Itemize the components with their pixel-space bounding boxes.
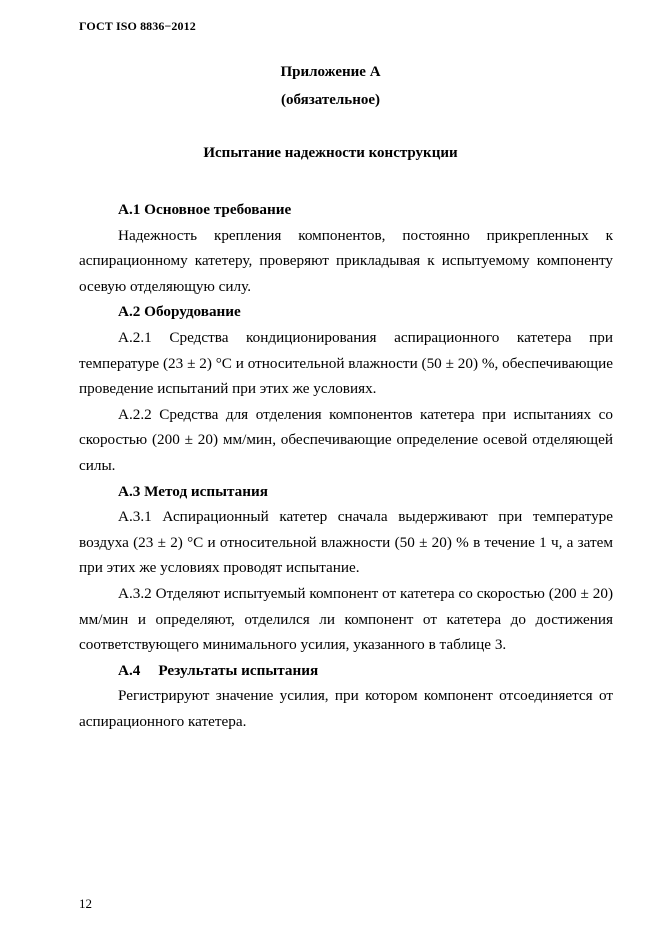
section-a3-1-paragraph: А.3.1 Аспирационный катетер сначала выдерживают при температуре воздуха (23 ± 2) °С и относительной влажности (50 ± 20) % в течение 1 ч, а затем при этих же условиях проводят испытание. [79,508,613,577]
annex-heading: Испытание надежности конструкции [203,145,458,161]
section-a2-1-paragraph: А.2.1 Средства кондиционирования аспирационного катетера при температуре (23 ± 2) °С и относительной влажности (50 ± 20) %, обеспечивающие проведение испытаний при этих же условиях. [79,328,613,398]
page-number: 12 [79,896,92,911]
section-a1-paragraph: Надежность крепления компонентов, постоянно прикрепленных к аспирационному катетеру, проверяют прикладывая к испытуемому компоненту осевую отделяющую силу. [79,226,613,295]
section-a4-heading [79,658,613,684]
section-a2-2-paragraph: А.2.2 Средства для отделения компонентов катетера при испытаниях со скоростью (200 ± 20) мм/мин, обеспечивающие определение осевой отделяющей силы. [79,405,613,474]
section-a4-title: Результаты испытания [158,661,319,679]
annex-title: Приложение А [280,64,381,80]
section-a1-title: А.1 Основное требование [118,201,292,218]
section-a4-number: А.4 [118,661,141,679]
document-code-header: ГОСТ ISO 8836−2012 [79,19,196,33]
section-a2-title: А.2 Оборудование [118,303,241,321]
annex-status: (обязательное) [280,92,381,108]
section-a3-title: А.3 Метод испытания [118,482,268,500]
section-a4-paragraph: Регистрируют значение усилия, при котором компонент отсоединяется от аспирационного катетера. [79,687,613,730]
document-body [79,197,613,734]
section-a3-2-paragraph: А.3.2 Отделяют испытуемый компонент от катетера со скоростью (200 ± 20) мм/мин и определяют, отделился ли компонент от катетера до достижения соответствующего минимального усилия, указанного в таблице 3. [79,584,613,654]
